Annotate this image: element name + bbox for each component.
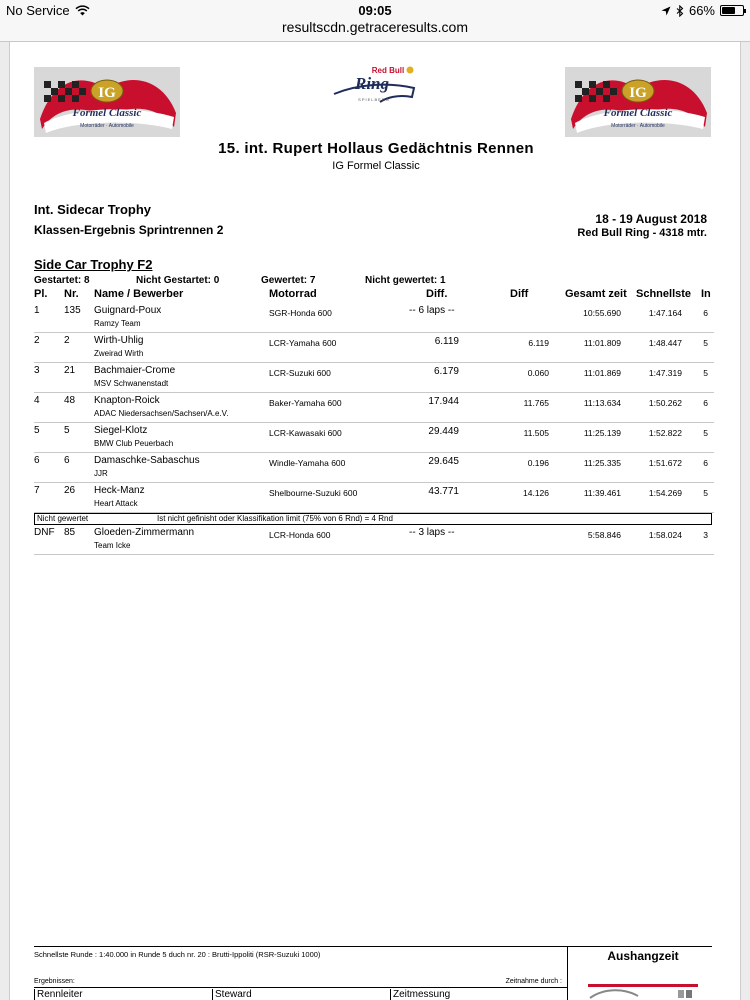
cell-name: Bachmaier-Crome <box>94 365 176 376</box>
cell-team: Zweirad Wirth <box>94 349 144 358</box>
cell-team: MSV Schwanenstadt <box>94 379 169 388</box>
cell-motorrad: Windle-Yamaha 600 <box>269 458 346 468</box>
col-header-schnellste: Schnellste <box>636 288 692 300</box>
cell-team: BMW Club Peuerbach <box>94 439 174 448</box>
cell-motorrad: LCR-Yamaha 600 <box>269 338 337 348</box>
event-name: Int. Sidecar Trophy <box>34 202 152 217</box>
cell-motorrad: Shelbourne-Suzuki 600 <box>269 488 358 498</box>
battery-icon <box>720 5 744 16</box>
table-row <box>34 363 714 393</box>
cell-pl: 4 <box>34 395 40 406</box>
cell-schnellste: 1:52.822 <box>648 428 682 438</box>
cell-pl: 3 <box>34 365 40 376</box>
cell-motorrad: Baker-Yamaha 600 <box>269 398 342 408</box>
cell-pl: 2 <box>34 335 40 346</box>
cell-name: Damaschke-Sabaschus <box>94 455 200 466</box>
cell-in: 3 <box>703 530 708 540</box>
cell-diff2: 14.126 <box>523 488 549 498</box>
cell-gesamtzeit: 10:55.690 <box>583 308 621 318</box>
bluetooth-icon <box>676 5 684 17</box>
cell-schnellste: 1:47.164 <box>648 308 682 318</box>
event-date: 18 - 19 August 2018 <box>595 212 707 226</box>
col-header-gesamtzeit: Gesamt zeit <box>565 288 627 300</box>
table-row <box>34 303 714 333</box>
col-header-diff: Diff. <box>426 288 448 300</box>
cell-schnellste: 1:58.024 <box>648 530 682 540</box>
zeitnahme-label: Zeitnahme durch : <box>505 978 562 985</box>
cell-schnellste: 1:54.269 <box>648 488 682 498</box>
cell-motorrad: LCR-Suzuki 600 <box>269 368 331 378</box>
event-venue: Red Bull Ring - 4318 mtr. <box>577 227 707 239</box>
footer-rule <box>34 946 712 947</box>
location-arrow-icon <box>661 6 671 16</box>
cell-diff: 43.771 <box>428 486 459 497</box>
cell-nr: 5 <box>64 425 70 436</box>
cell-pl: 7 <box>34 485 40 496</box>
result-type: Klassen-Ergebnis Sprintrennen 2 <box>34 223 224 237</box>
cell-gesamtzeit: 11:13.634 <box>583 398 621 408</box>
document-footer <box>34 946 712 1000</box>
stat-not-started: Nicht Gestartet: 0 <box>136 275 220 286</box>
footer-divider <box>567 946 568 1000</box>
col-header-motorrad: Motorrad <box>269 288 317 300</box>
cell-in: 6 <box>703 458 708 468</box>
cell-team: Team Icke <box>94 541 131 550</box>
signature-zeitmessung: Zeitmessung <box>390 989 567 1000</box>
cell-team: ADAC Niedersachsen/Sachsen/A.e.V. <box>94 409 229 418</box>
cell-laps: -- 6 laps -- <box>409 305 455 316</box>
col-header-pl: Pl. <box>34 288 48 300</box>
not-classified-label: Nicht gewertet <box>37 514 89 523</box>
table-row <box>34 483 714 513</box>
cell-name: Heck-Manz <box>94 485 145 496</box>
cell-name: Gloeden-Zimmermann <box>94 527 195 538</box>
cell-nr: 6 <box>64 455 70 466</box>
cell-pl: 1 <box>34 305 40 316</box>
cell-diff2: 0.060 <box>527 368 549 378</box>
cell-schnellste: 1:51.672 <box>648 458 682 468</box>
cell-name: Wirth-Uhlig <box>94 335 144 346</box>
cell-pl: 5 <box>34 425 40 436</box>
logo-rb-brand: Red Bull <box>371 66 405 75</box>
not-classified-banner <box>34 513 712 525</box>
logo-right-brand: IG <box>629 85 647 101</box>
aushangzeit-label: Aushangzeit <box>607 949 679 963</box>
cell-gesamtzeit: 11:25.139 <box>583 428 621 438</box>
cell-in: 5 <box>703 428 708 438</box>
logo-right-script: Formel Classic <box>603 107 673 119</box>
class-stats <box>34 275 724 288</box>
signature-grid <box>34 987 567 1000</box>
cell-schnellste: 1:48.447 <box>648 338 682 348</box>
timing-stamp-logo <box>574 982 712 1000</box>
stat-started: Gestartet: 8 <box>34 275 90 286</box>
cell-nr: 135 <box>64 305 81 316</box>
cell-gesamtzeit: 11:01.809 <box>583 338 621 348</box>
table-row <box>34 453 714 483</box>
cell-diff: 29.645 <box>428 456 459 467</box>
cell-team: JJR <box>94 469 108 478</box>
carrier-label: No Service <box>6 3 70 18</box>
logo-left-brand: IG <box>98 85 116 101</box>
dnf-row <box>34 525 714 555</box>
cell-team: Heart Attack <box>94 499 138 508</box>
cell-nr: 2 <box>64 335 70 346</box>
ig-formel-classic-logo-right <box>565 67 711 137</box>
col-header-in: In <box>701 288 711 300</box>
logo-rb-small: SPIELBERG <box>358 97 390 102</box>
table-row <box>34 333 714 363</box>
logo-left-script: Formel Classic <box>72 107 142 119</box>
col-header-diff2: Diff <box>510 288 529 300</box>
cell-in: 6 <box>703 308 708 318</box>
battery-fill <box>722 7 735 14</box>
cell-in: 5 <box>703 488 708 498</box>
cell-in: 6 <box>703 398 708 408</box>
clock: 09:05 <box>358 3 392 18</box>
cell-name: Siegel-Klotz <box>94 425 148 436</box>
ig-formel-classic-logo-left <box>34 67 180 137</box>
cell-diff: 29.449 <box>428 426 459 437</box>
cell-nr: 26 <box>64 485 76 496</box>
ergebnissen-label: Ergebnissen: <box>34 978 75 985</box>
cell-diff2: 11.765 <box>523 398 549 408</box>
cell-nr: 48 <box>64 395 76 406</box>
cell-team: Ramzy Team <box>94 319 141 328</box>
cell-in: 5 <box>703 368 708 378</box>
race-title: 15. int. Rupert Hollaus Gedächtnis Rennen <box>218 140 534 157</box>
not-classified-note: Ist nicht gefinisht oder Klassifikation limit (75% von 6 Rnd) = 4 Rnd <box>157 514 393 523</box>
cell-diff: 17.944 <box>428 396 459 407</box>
page-viewport[interactable] <box>0 42 750 1000</box>
cell-motorrad: SGR-Honda 600 <box>269 308 332 318</box>
url-text: resultscdn.getraceresults.com <box>282 19 468 35</box>
table-row <box>34 423 714 453</box>
cell-gesamtzeit: 11:01.869 <box>583 368 621 378</box>
col-header-name: Name / Bewerber <box>94 288 184 300</box>
cell-diff: 6.119 <box>434 336 459 347</box>
cell-diff2: 6.119 <box>528 338 549 348</box>
cell-diff2: 11.505 <box>523 428 549 438</box>
results-document <box>9 42 741 1000</box>
cell-gesamtzeit: 11:25.335 <box>583 458 621 468</box>
logo-right-small: Motorräder · Automobile <box>611 123 665 129</box>
cell-gesamtzeit: 5:58.846 <box>587 530 621 540</box>
race-subtitle: IG Formel Classic <box>332 160 420 172</box>
cell-nr: 85 <box>64 527 76 538</box>
cell-in: 5 <box>703 338 708 348</box>
cell-pl: 6 <box>34 455 40 466</box>
stat-not-classified: Nicht gewertet: 1 <box>365 275 446 286</box>
cell-laps: -- 3 laps -- <box>409 527 455 538</box>
status-right <box>661 3 744 18</box>
logo-left-small: Motorräder · Automobile <box>80 123 134 129</box>
class-name: Side Car Trophy F2 <box>34 257 153 272</box>
battery-percent: 66% <box>688 3 715 18</box>
col-header-nr: Nr. <box>64 288 79 300</box>
cell-diff2: 0.196 <box>527 458 549 468</box>
signature-steward: Steward <box>212 989 390 1000</box>
stat-classified: Gewertet: 7 <box>261 275 316 286</box>
logo-rb-ring: Ring <box>354 74 390 93</box>
cell-motorrad: LCR-Honda 600 <box>269 530 331 540</box>
red-bull-ring-logo <box>328 64 420 104</box>
cell-name: Knapton-Roick <box>94 395 160 406</box>
cell-schnellste: 1:50.262 <box>648 398 682 408</box>
cell-pl: DNF <box>34 527 55 538</box>
cell-nr: 21 <box>64 365 76 376</box>
signature-rennleiter: Rennleiter <box>34 989 212 1000</box>
fastest-lap-note: Schnellste Runde : 1:40.000 in Runde 5 duch nr. 20 : Brutti-Ippoliti (RSR-Suzuki 1000) <box>34 950 321 959</box>
cell-motorrad: LCR-Kawasaki 600 <box>269 428 342 438</box>
cell-gesamtzeit: 11:39.461 <box>583 488 621 498</box>
table-row <box>34 393 714 423</box>
cell-schnellste: 1:47.319 <box>648 368 682 378</box>
cell-name: Guignard-Poux <box>94 305 162 316</box>
cell-diff: 6.179 <box>433 366 459 377</box>
url-bar[interactable] <box>0 18 750 42</box>
table-header <box>34 288 724 302</box>
results-table <box>34 303 714 555</box>
